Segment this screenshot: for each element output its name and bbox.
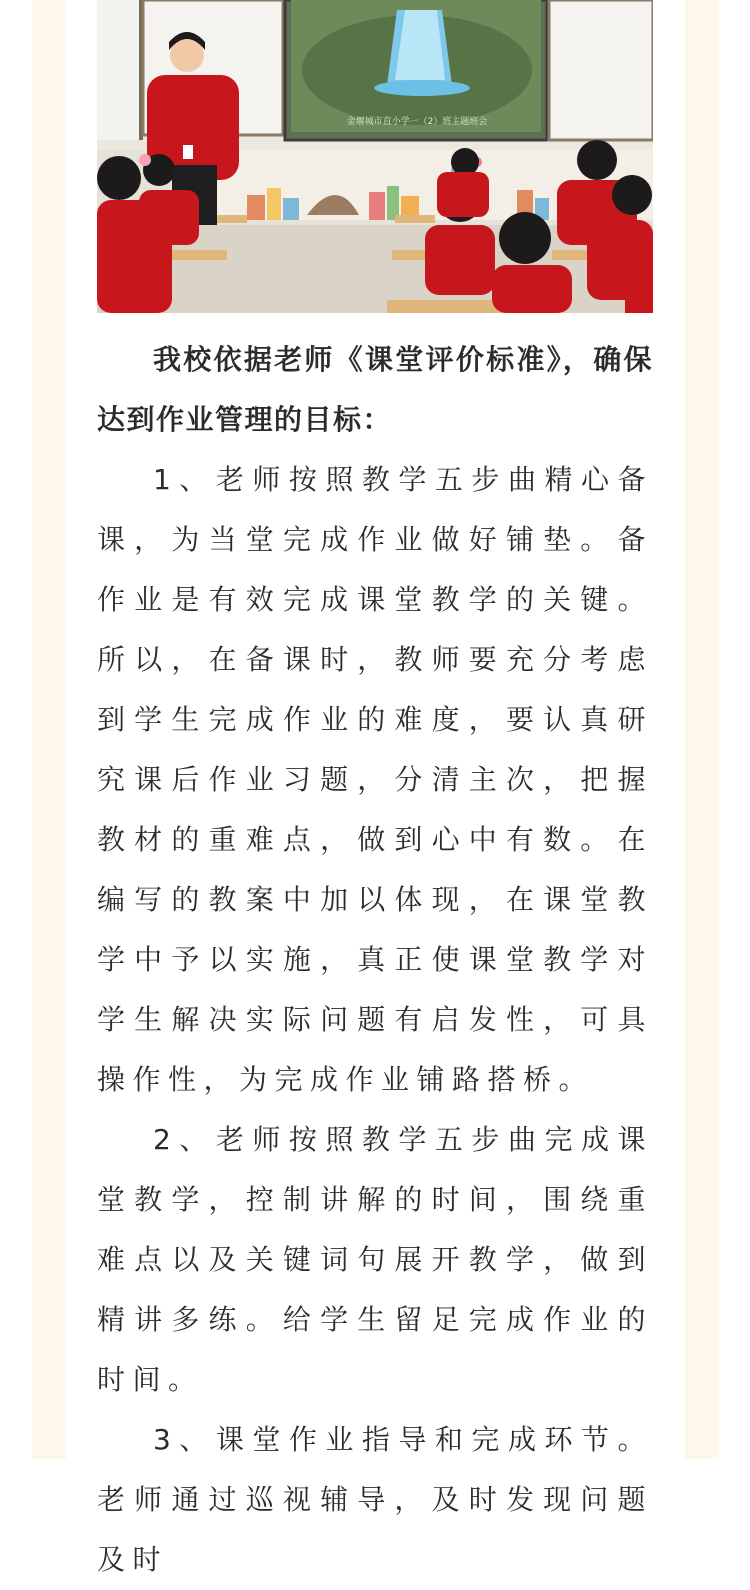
- classroom-photo-illustration: [97, 0, 653, 313]
- left-side-bar: [32, 0, 66, 1459]
- screen-caption: 金堰城市直小学一（2）班主题班会: [346, 117, 488, 127]
- right-side-bar: [685, 0, 719, 1459]
- intro-paragraph: 我校依据老师《课堂评价标准》，确保达到作业管理的目标：: [97, 343, 653, 436]
- classroom-photo: [97, 0, 653, 313]
- paragraph-item-1: 1、老师按照教学五步曲精心备课，为当堂完成作业做好铺垫。备作业是有效完成课堂教学的关键。所以，在备课时，教师要充分考虑到学生完成作业的难度，要认真研究课后作业习题，分清主次，把握教材的重难点，做到心中有数。在编写的教案中加以体现，在课堂教学中予以实施，真正使课堂教学对学生解决实际问题有启发性，可具操作性，为完成作业铺路搭桥。: [97, 463, 653, 1096]
- paragraph-item-2: 2、老师按照教学五步曲完成课堂教学，控制讲解的时间，围绕重难点以及关键词句展开教学，做到精讲多练。给学生留足完成作业的时间。: [97, 1123, 653, 1396]
- article-body: [97, 0, 653, 1590]
- paragraph-item-3: 3、课堂作业指导和完成环节。老师通过巡视辅导，及时发现问题及时: [97, 1423, 653, 1576]
